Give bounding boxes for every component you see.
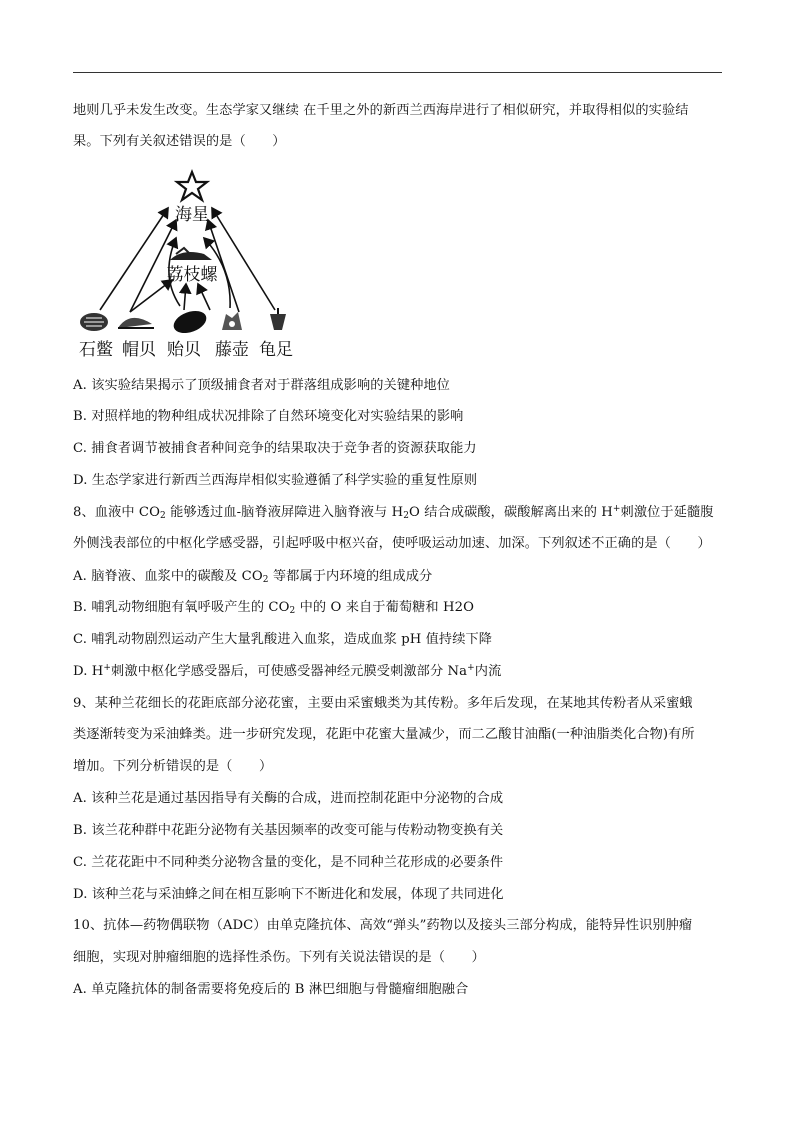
intro-line-2: 果。下列有关叙述错误的是（ ） xyxy=(73,134,286,149)
q9-stem-line-1: 9、某种兰花细长的花距底部分泌花蜜，主要由采蜜蛾类为其传粉。多年后发现，在某地其传粉者从采蜜蛾 xyxy=(73,696,693,711)
q8-stem-line-1: 8、血液中 $CO_2$ 能够透过血-脑脊液屏障进入脑脊液与 $H_2O$ 结合成碳酸，碳酸解离出来的 H+刺激位于延髓腹 xyxy=(73,504,714,521)
intro-line-1: 地则几乎未发生改变。生态学家又继续 在千里之外的新西兰西海岸进行了相似研究，并取得相似的实验结 xyxy=(73,103,689,118)
prey-label-gooseneck: 龟足 xyxy=(259,340,293,360)
q7-option-b: B. 对照样地的物种组成状况排除了自然环境变化对实验结果的影响 xyxy=(73,409,464,424)
q7-option-d: D. 生态学家进行新西兰西海岸相似实验遵循了科学实验的重复性原则 xyxy=(73,473,478,488)
header-rule xyxy=(73,72,722,73)
q10-stem-line-2: 细胞，实现对肿瘤细胞的选择性杀伤。下列有关说法错误的是（ ） xyxy=(73,950,485,965)
q9-option-b: B. 该兰花种群中花距分泌物有关基因频率的改变可能与传粉动物变换有关 xyxy=(73,823,504,838)
q9-option-c: C. 兰花花距中不同种类分泌物含量的变化，是不同种兰花形成的必要条件 xyxy=(73,855,504,870)
q10-option-a: A. 单克隆抗体的制备需要将免疫后的 B 淋巴细胞与骨髓瘤细胞融合 xyxy=(73,982,469,997)
q8-option-d: D. H+刺激中枢化学感受器后，可使感受器神经元膜受刺激部分 Na+内流 xyxy=(73,663,502,679)
q7-option-c: C. 捕食者调节被捕食者种间竞争的结果取决于竞争者的资源获取能力 xyxy=(73,441,477,456)
food-web-diagram xyxy=(72,168,302,363)
chiton-icon xyxy=(80,313,108,331)
q9-option-d: D. 该种兰花与采油蜂之间在相互影响下不断进化和发展，体现了共同进化 xyxy=(73,887,504,902)
q9-stem-line-2: 类逐渐转变为采油蜂类。进一步研究发现，花距中花蜜大量减少，而二乙酸甘油酯(一种油脂类化合物)有所 xyxy=(73,727,695,742)
q8-stem-line-2: 外侧浅表部位的中枢化学感受器，引起呼吸中枢兴奋，使呼吸运动加速、加深。下列叙述不正确的是（ ） xyxy=(73,536,711,551)
q9-stem-line-3: 增加。下列分析错误的是（ ） xyxy=(73,759,273,774)
gooseneck-barnacle-icon xyxy=(270,308,286,330)
q9-option-a: A. 该种兰花是通过基因指导有关酶的合成，进而控制花距中分泌物的合成 xyxy=(73,791,504,806)
limpet-icon xyxy=(118,318,154,328)
prey-label-mussel: 贻贝 xyxy=(167,340,201,360)
food-web-top-label: 海星 xyxy=(175,205,209,225)
q10-stem-line-1: 10、抗体—药物偶联物（ADC）由单克隆抗体、高效“弹头”药物以及接头三部分构成，能特异性识别肿瘤 xyxy=(73,918,693,933)
starfish-icon xyxy=(177,172,207,200)
prey-label-chiton: 石鳖 xyxy=(79,340,113,360)
prey-label-limpet: 帽贝 xyxy=(122,340,156,360)
q8-option-c: C. 哺乳动物剧烈运动产生大量乳酸进入血浆，造成血浆 pH 值持续下降 xyxy=(73,632,493,647)
barnacle-icon xyxy=(222,312,242,330)
mussel-icon xyxy=(171,307,210,337)
food-web-middle-label: 荔枝螺 xyxy=(166,265,218,285)
q8-option-b: B. 哺乳动物细胞有氧呼吸产生的 $CO_2$ 中的 O 来自于葡萄糖和 H2O xyxy=(73,600,475,616)
whelk-icon xyxy=(170,248,212,260)
q7-option-a: A. 该实验结果揭示了顶级捕食者对于群落组成影响的关键种地位 xyxy=(73,378,450,393)
q8-option-a: A. 脑脊液、血浆中的碳酸及 $CO_2$ 等都属于内环境的组成成分 xyxy=(73,569,433,585)
prey-label-barnacle: 藤壶 xyxy=(215,340,249,360)
